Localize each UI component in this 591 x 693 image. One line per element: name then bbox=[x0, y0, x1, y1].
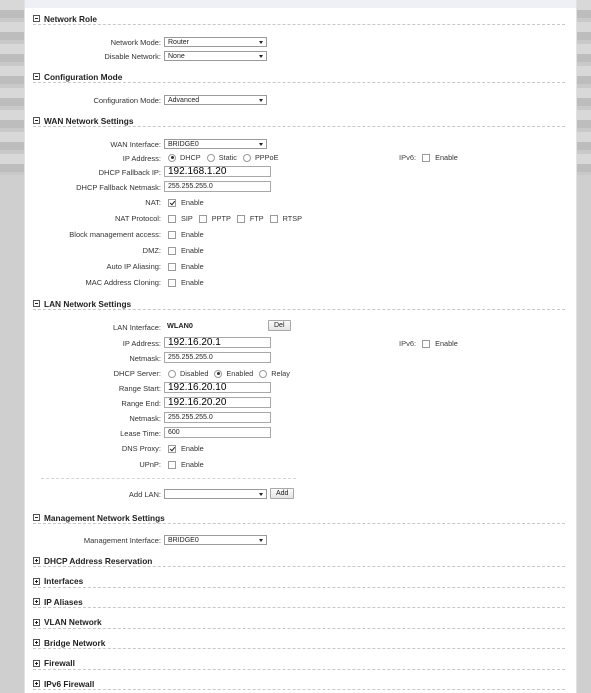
fallback-ip-row bbox=[25, 166, 161, 178]
ftp-checkbox[interactable] bbox=[237, 215, 245, 223]
network-mode-label: Network Mode: bbox=[110, 37, 161, 47]
dhcp-enabled-radio[interactable] bbox=[214, 370, 222, 378]
section-wan bbox=[33, 115, 565, 127]
dhcp-relay-radio[interactable] bbox=[259, 370, 267, 378]
configuration-mode-label: Configuration Mode: bbox=[93, 95, 161, 105]
sip-checkbox[interactable] bbox=[168, 215, 176, 223]
wan-ipv6-enable-label: Enable bbox=[435, 153, 458, 162]
lan-interface-value: WLAN0 bbox=[167, 321, 193, 330]
expand-icon[interactable] bbox=[33, 598, 40, 605]
add-lan-select[interactable] bbox=[164, 489, 267, 499]
management-interface-row bbox=[25, 534, 161, 546]
range-start-input[interactable] bbox=[164, 382, 271, 393]
mac-clone-enable-label: Enable bbox=[181, 278, 204, 287]
dmz-row bbox=[25, 244, 161, 256]
lease-time-label: Lease Time: bbox=[120, 428, 161, 438]
range-end-input[interactable] bbox=[164, 397, 271, 408]
dhcp-relay-label: Relay bbox=[271, 369, 290, 378]
section-ipv6-firewall bbox=[33, 678, 565, 690]
mac-clone-row bbox=[25, 276, 161, 288]
range-start-row bbox=[25, 382, 161, 394]
configuration-mode-row bbox=[25, 94, 161, 106]
lan-netmask2-input[interactable] bbox=[164, 412, 271, 423]
expand-icon[interactable] bbox=[33, 557, 40, 564]
expand-icon[interactable] bbox=[33, 660, 40, 667]
wan-interface-select[interactable] bbox=[164, 139, 267, 149]
nat-checkbox[interactable] bbox=[168, 199, 176, 207]
collapse-icon[interactable] bbox=[33, 300, 40, 307]
wan-interface-label: WAN Interface: bbox=[110, 139, 161, 149]
settings-page bbox=[24, 0, 577, 693]
add-lan-button[interactable]: Add bbox=[270, 488, 294, 499]
section-header[interactable] bbox=[33, 13, 565, 25]
lan-netmask2-row bbox=[25, 412, 161, 424]
lan-netmask2-value[interactable]: 255.255.255.0 bbox=[164, 412, 271, 423]
rtsp-label: RTSP bbox=[282, 214, 302, 223]
section-header[interactable] bbox=[33, 298, 565, 310]
rtsp-checkbox[interactable] bbox=[270, 215, 278, 223]
auto-ip-label: Auto IP Aliasing: bbox=[106, 261, 161, 271]
section-vlan-network bbox=[33, 617, 565, 629]
lan-ipv6-checkbox[interactable] bbox=[422, 340, 430, 348]
section-firewall bbox=[33, 658, 565, 670]
dns-proxy-label: DNS Proxy: bbox=[121, 443, 161, 453]
static-radio[interactable] bbox=[207, 154, 215, 162]
range-start-value[interactable]: 192.16.20.10 bbox=[164, 382, 271, 393]
nat-enable-label: Enable bbox=[181, 198, 204, 207]
upnp-enable-label: Enable bbox=[181, 460, 204, 469]
upnp-checkbox[interactable] bbox=[168, 461, 176, 469]
section-dhcp-reservation bbox=[33, 555, 565, 567]
fallback-netmask-input[interactable] bbox=[164, 181, 271, 192]
sip-label: SIP bbox=[181, 214, 193, 223]
section-header[interactable] bbox=[33, 115, 565, 127]
section-header[interactable] bbox=[33, 658, 565, 670]
lan-interface-row bbox=[25, 321, 161, 333]
lan-ipv6-field bbox=[399, 339, 464, 348]
wan-ip-row bbox=[25, 152, 161, 164]
expand-icon[interactable] bbox=[33, 680, 40, 687]
auto-ip-field bbox=[168, 262, 210, 271]
nat-protocol-label: NAT Protocol: bbox=[115, 213, 161, 223]
wan-ip-label: IP Address: bbox=[122, 153, 161, 163]
lan-netmask-value[interactable]: 255.255.255.0 bbox=[164, 352, 271, 363]
section-title: LAN Network Settings bbox=[44, 298, 132, 309]
lan-ip-value[interactable]: 192.16.20.1 bbox=[164, 337, 271, 348]
wan-ipv6-field bbox=[399, 153, 464, 162]
management-interface-label: Management Interface: bbox=[83, 535, 161, 545]
section-header[interactable] bbox=[33, 596, 565, 608]
configuration-mode-value: Advanced bbox=[168, 96, 200, 104]
lan-interface-value-field bbox=[167, 321, 193, 330]
section-title: Interfaces bbox=[44, 576, 84, 586]
collapse-icon[interactable] bbox=[33, 15, 40, 22]
lan-netmask-input[interactable] bbox=[164, 352, 271, 363]
collapse-icon[interactable] bbox=[33, 117, 40, 124]
nat-protocol-row bbox=[25, 212, 161, 224]
del-button[interactable]: Del bbox=[268, 320, 291, 331]
network-mode-select[interactable] bbox=[164, 37, 267, 47]
collapse-icon[interactable] bbox=[33, 73, 40, 80]
add-lan-label: Add LAN: bbox=[128, 489, 161, 499]
range-end-label: Range End: bbox=[121, 398, 161, 408]
range-end-value[interactable]: 192.16.20.20 bbox=[164, 397, 271, 408]
management-interface-value: BRIDGE0 bbox=[168, 536, 199, 544]
upnp-label: UPnP: bbox=[139, 459, 161, 469]
del-button-wrap bbox=[268, 320, 291, 331]
section-bridge-network bbox=[33, 637, 565, 649]
dhcp-enabled-label: Enabled bbox=[226, 369, 254, 378]
dhcp-option-label: DHCP bbox=[180, 153, 201, 162]
nat-row bbox=[25, 196, 161, 208]
chevron-down-icon bbox=[259, 55, 263, 58]
lan-netmask-row bbox=[25, 352, 161, 364]
nat-protocol-options bbox=[168, 214, 308, 223]
block-mgmt-row bbox=[25, 228, 161, 240]
lan-ip-label: IP Address: bbox=[122, 338, 161, 348]
wan-ip-options bbox=[168, 153, 284, 162]
upnp-field bbox=[168, 460, 210, 469]
expand-icon[interactable] bbox=[33, 578, 40, 585]
section-title: WAN Network Settings bbox=[44, 115, 134, 126]
nat-label: NAT: bbox=[145, 197, 161, 207]
network-mode-value: Router bbox=[168, 38, 190, 46]
dhcp-disabled-label: Disabled bbox=[180, 369, 209, 378]
section-title: Firewall bbox=[44, 658, 75, 668]
section-title: VLAN Network bbox=[44, 617, 102, 627]
disable-network-row bbox=[25, 50, 161, 62]
lease-time-row bbox=[25, 427, 161, 439]
collapse-icon[interactable] bbox=[33, 514, 40, 521]
dns-proxy-row bbox=[25, 442, 161, 454]
dhcp-disabled-radio[interactable] bbox=[168, 370, 176, 378]
wan-interface-value: BRIDGE0 bbox=[168, 140, 199, 148]
disable-network-select[interactable] bbox=[164, 51, 267, 61]
wan-ipv6-label: IPv6: bbox=[399, 153, 417, 162]
section-title: Configuration Mode bbox=[44, 71, 123, 82]
section-lan bbox=[33, 298, 565, 310]
lan-netmask2-label: Netmask: bbox=[129, 413, 161, 423]
wan-ipv6-checkbox[interactable] bbox=[422, 154, 430, 162]
chevron-down-icon bbox=[259, 143, 263, 146]
dmz-label: DMZ: bbox=[142, 245, 161, 255]
network-mode-row bbox=[25, 36, 161, 48]
configuration-mode-select[interactable] bbox=[164, 95, 267, 105]
fallback-netmask-row bbox=[25, 181, 161, 193]
section-header[interactable] bbox=[33, 576, 565, 588]
lan-ip-input[interactable] bbox=[164, 337, 271, 348]
section-header[interactable] bbox=[33, 678, 565, 690]
dhcp-server-options bbox=[168, 369, 296, 378]
top-bar bbox=[25, 0, 576, 8]
section-ip-aliases bbox=[33, 596, 565, 608]
section-title: IPv6 Firewall bbox=[44, 678, 95, 689]
section-title: DHCP Address Reservation bbox=[44, 555, 153, 566]
add-lan-row bbox=[25, 488, 161, 500]
block-mgmt-field bbox=[168, 230, 210, 239]
dns-proxy-checkbox[interactable] bbox=[168, 445, 176, 453]
range-end-row bbox=[25, 397, 161, 409]
fallback-ip-label: DHCP Fallback IP: bbox=[98, 167, 161, 177]
chevron-down-icon bbox=[259, 539, 263, 542]
section-header[interactable] bbox=[33, 512, 565, 524]
fallback-netmask-value[interactable]: 255.255.255.0 bbox=[164, 181, 271, 192]
section-network-role bbox=[33, 13, 565, 25]
block-mgmt-label: Block management access: bbox=[69, 229, 161, 239]
pptp-label: PPTP bbox=[211, 214, 231, 223]
range-start-label: Range Start: bbox=[118, 383, 161, 393]
lease-time-input[interactable] bbox=[164, 427, 271, 438]
lan-divider bbox=[41, 478, 296, 479]
dns-proxy-field bbox=[168, 444, 210, 453]
block-mgmt-enable-label: Enable bbox=[181, 230, 204, 239]
dhcp-server-label: DHCP Server: bbox=[113, 368, 161, 378]
static-option-label: Static bbox=[218, 153, 237, 162]
chevron-down-icon bbox=[259, 41, 263, 44]
pppoe-radio[interactable] bbox=[243, 154, 251, 162]
section-title: IP Aliases bbox=[44, 596, 83, 607]
auto-ip-enable-label: Enable bbox=[181, 262, 204, 271]
wan-interface-row bbox=[25, 138, 161, 150]
section-title: Network Role bbox=[44, 13, 98, 24]
section-header[interactable] bbox=[33, 617, 565, 629]
disable-network-value: None bbox=[168, 52, 185, 60]
lan-ipv6-enable-label: Enable bbox=[435, 339, 458, 348]
lan-interface-label: LAN Interface: bbox=[113, 322, 161, 332]
upnp-row bbox=[25, 458, 161, 470]
chevron-down-icon bbox=[259, 99, 263, 102]
section-management bbox=[33, 512, 565, 524]
pppoe-option-label: PPPoE bbox=[254, 153, 279, 162]
chevron-down-icon bbox=[259, 493, 263, 496]
auto-ip-checkbox[interactable] bbox=[168, 263, 176, 271]
fallback-ip-input[interactable] bbox=[164, 166, 271, 177]
expand-icon[interactable] bbox=[33, 619, 40, 626]
lan-netmask-label: Netmask: bbox=[129, 353, 161, 363]
dns-proxy-enable-label: Enable bbox=[181, 444, 204, 453]
lease-time-value[interactable]: 600 bbox=[164, 427, 271, 438]
dhcp-server-row bbox=[25, 367, 161, 379]
add-button-wrap bbox=[270, 488, 294, 499]
section-header[interactable] bbox=[33, 555, 565, 567]
nat-field bbox=[168, 198, 210, 207]
mac-clone-label: MAC Address Cloning: bbox=[85, 277, 161, 287]
section-title: Management Network Settings bbox=[44, 512, 165, 523]
expand-icon[interactable] bbox=[33, 639, 40, 646]
mac-clone-checkbox[interactable] bbox=[168, 279, 176, 287]
ftp-label: FTP bbox=[249, 214, 264, 223]
section-header[interactable] bbox=[33, 71, 565, 83]
lan-ip-row bbox=[25, 337, 161, 349]
block-mgmt-checkbox[interactable] bbox=[168, 231, 176, 239]
fallback-netmask-label: DHCP Fallback Netmask: bbox=[76, 182, 161, 192]
section-interfaces bbox=[33, 576, 565, 588]
dmz-enable-label: Enable bbox=[181, 246, 204, 255]
dmz-checkbox[interactable] bbox=[168, 247, 176, 255]
lan-ipv6-label: IPv6: bbox=[399, 339, 417, 348]
dmz-field bbox=[168, 246, 210, 255]
section-configuration-mode bbox=[33, 71, 565, 83]
management-interface-select[interactable] bbox=[164, 535, 267, 545]
disable-network-label: Disable Network: bbox=[104, 51, 161, 61]
auto-ip-row bbox=[25, 260, 161, 272]
dhcp-radio[interactable] bbox=[168, 154, 176, 162]
fallback-ip-value[interactable]: 192.168.1.20 bbox=[164, 166, 271, 177]
pptp-checkbox[interactable] bbox=[199, 215, 207, 223]
mac-clone-field bbox=[168, 278, 210, 287]
section-header[interactable] bbox=[33, 637, 565, 649]
section-title: Bridge Network bbox=[44, 637, 106, 648]
